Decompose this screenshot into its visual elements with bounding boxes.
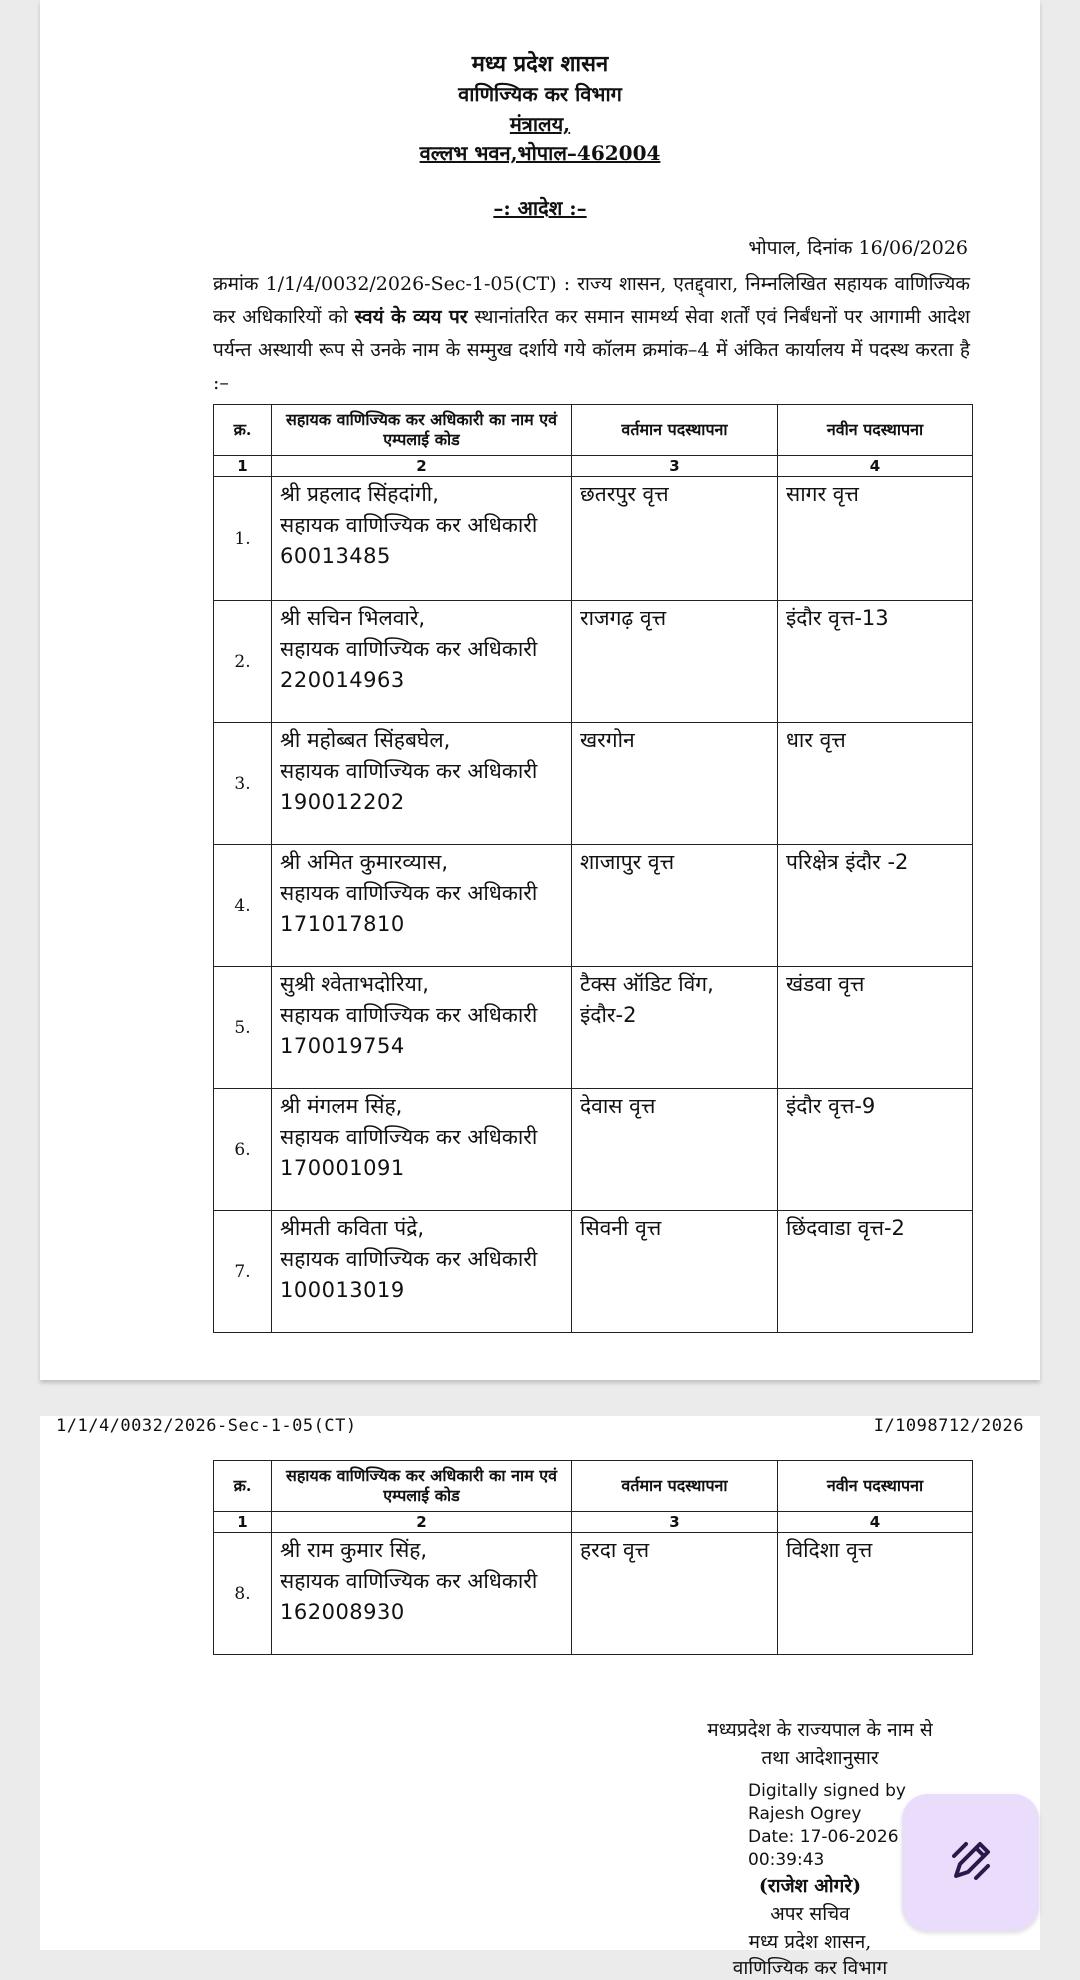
- order-title: –: आदेश :–: [493, 196, 587, 220]
- signatory-department: वाणिज्यिक कर विभाग: [732, 1957, 888, 1979]
- col-number: 1: [214, 1512, 272, 1533]
- new-posting: खंडवा वृत्त: [778, 967, 973, 1089]
- employee-code: 162008930: [280, 1600, 405, 1624]
- column-number-row: [214, 456, 973, 477]
- officer-name: श्री प्रहलाद सिंहदांगी,: [280, 482, 439, 506]
- current-posting: शाजापुर वृत्त: [572, 845, 778, 967]
- officer-cell: [272, 967, 572, 1089]
- header-sn: क्र.: [214, 405, 272, 456]
- officer-designation: सहायक वाणिज्यिक कर अधिकारी: [280, 759, 538, 783]
- table-row: [214, 477, 973, 601]
- table-row: [214, 845, 973, 967]
- officer-designation: सहायक वाणिज्यिक कर अधिकारी: [280, 881, 538, 905]
- serial-number: 5.: [214, 967, 272, 1089]
- new-posting: इंदौर वृत्त-9: [778, 1089, 973, 1211]
- current-posting: देवास वृत्त: [572, 1089, 778, 1211]
- running-header-id: I/1098712/2026: [873, 1416, 1024, 1436]
- signatory-title: अपर सचिव: [770, 1903, 850, 1925]
- col-number: 2: [272, 1512, 572, 1533]
- current-posting: सिवनी वृत्त: [572, 1211, 778, 1333]
- officer-designation: सहायक वाणिज्यिक कर अधिकारी: [280, 1569, 538, 1593]
- order-date: भोपाल, दिनांक 16/06/2026: [748, 237, 968, 259]
- officer-cell: [272, 1533, 572, 1655]
- document-page-2: [40, 1416, 1040, 1979]
- officer-name: श्री राम कुमार सिंह,: [280, 1538, 428, 1562]
- col-number: 3: [572, 1512, 778, 1533]
- document-page-1: [40, 0, 1040, 1380]
- officer-designation: सहायक वाणिज्यिक कर अधिकारी: [280, 1125, 538, 1149]
- serial-number: 1.: [214, 477, 272, 601]
- serial-number: 4.: [214, 845, 272, 967]
- edit-fab-button[interactable]: [902, 1794, 1039, 1931]
- signatory-name: (राजेश ओगरे): [758, 1875, 862, 1897]
- table-header-row: [214, 1461, 973, 1512]
- new-posting: विदिशा वृत्त: [778, 1533, 973, 1655]
- order-paragraph: [213, 268, 970, 400]
- table-header-row: [214, 405, 973, 456]
- officer-name: सुश्री श्वेताभदोरिया,: [280, 972, 429, 996]
- running-header-ref: 1/1/4/0032/2026-Sec-1-05(CT): [56, 1416, 357, 1436]
- col-number: 4: [778, 1512, 973, 1533]
- header-officer: सहायक वाणिज्यिक कर अधिकारी का नाम एवं एम्पलाई कोड: [272, 405, 572, 456]
- new-posting: सागर वृत्त: [778, 477, 973, 601]
- col-number: 4: [778, 456, 973, 477]
- header-current-posting: वर्तमान पदस्थापना: [572, 1461, 778, 1512]
- officer-name: श्री अमित कुमारव्यास,: [280, 850, 449, 874]
- officer-cell: [272, 1089, 572, 1211]
- new-posting: इंदौर वृत्त-13: [778, 601, 973, 723]
- col-number: 3: [572, 456, 778, 477]
- signatory-org: मध्य प्रदेश शासन,: [748, 1931, 872, 1953]
- serial-number: 6.: [214, 1089, 272, 1211]
- officer-designation: सहायक वाणिज्यिक कर अधिकारी: [280, 637, 538, 661]
- serial-number: 7.: [214, 1211, 272, 1333]
- serial-number: 3.: [214, 723, 272, 845]
- column-number-row: [214, 1512, 973, 1533]
- table-row: [214, 601, 973, 723]
- employee-code: 170001091: [280, 1156, 405, 1180]
- employee-code: 100013019: [280, 1278, 405, 1302]
- officer-cell: [272, 845, 572, 967]
- paragraph-text: स्थानांतरित कर समान सामर्थ्य सेवा शर्तों एवं निर्बंधनों पर आगामी आदेश पर्यन्त अस्थायी रूप से उनके नाम के सम्मुख दर्शाये गये कॉलम क्रमांक–4 में अंकित कार्यालय में पदस्थ करता है :–: [213, 306, 970, 394]
- employee-code: 60013485: [280, 544, 391, 568]
- digital-signature-line: Digitally signed by: [748, 1781, 906, 1801]
- transfer-table: [213, 404, 973, 1333]
- header-ministry: मंत्रालय,: [509, 112, 571, 136]
- current-posting: हरदा वृत्त: [572, 1533, 778, 1655]
- employee-code: 220014963: [280, 668, 405, 692]
- digital-signature-line: 00:39:43: [748, 1850, 825, 1870]
- table-row: [214, 1533, 973, 1655]
- header-officer: सहायक वाणिज्यिक कर अधिकारी का नाम एवं एम्पलाई कोड: [272, 1461, 572, 1512]
- current-posting: छतरपुर वृत्त: [572, 477, 778, 601]
- officer-designation: सहायक वाणिज्यिक कर अधिकारी: [280, 513, 538, 537]
- serial-number: 2.: [214, 601, 272, 723]
- officer-name: श्री महोब्बत सिंहबघेल,: [280, 728, 451, 752]
- col-number: 2: [272, 456, 572, 477]
- table-row: [214, 1089, 973, 1211]
- officer-cell: [272, 723, 572, 845]
- new-posting: धार वृत्त: [778, 723, 973, 845]
- employee-code: 170019754: [280, 1034, 405, 1058]
- digital-signature-block: [748, 1780, 906, 1872]
- header-government: मध्य प्रदेश शासन: [471, 51, 609, 77]
- transfer-table-continued: [213, 1460, 973, 1655]
- table-row: [214, 967, 973, 1089]
- officer-designation: सहायक वाणिज्यिक कर अधिकारी: [280, 1003, 538, 1027]
- new-posting: छिंदवाडा वृत्त-2: [778, 1211, 973, 1333]
- col-number: 1: [214, 456, 272, 477]
- header-department: वाणिज्यिक कर विभाग: [458, 82, 622, 106]
- current-posting: टैक्स ऑडिट विंग, इंदौर-2: [572, 967, 778, 1089]
- header-new-posting: नवीन पदस्थापना: [778, 405, 973, 456]
- table-row: [214, 723, 973, 845]
- header-address: वल्लभ भवन,भोपाल–462004: [419, 141, 661, 165]
- serial-number: 8.: [214, 1533, 272, 1655]
- closing-line-1: मध्यप्रदेश के राज्यपाल के नाम से: [707, 1719, 933, 1741]
- employee-code: 171017810: [280, 912, 405, 936]
- table-row: [214, 1211, 973, 1333]
- officer-designation: सहायक वाणिज्यिक कर अधिकारी: [280, 1247, 538, 1271]
- officer-name: श्रीमती कविता पंद्रे,: [280, 1216, 425, 1240]
- current-posting: खरगोन: [572, 723, 778, 845]
- officer-cell: [272, 477, 572, 601]
- header-current-posting: वर्तमान पदस्थापना: [572, 405, 778, 456]
- edit-pen-icon: [946, 1836, 996, 1890]
- employee-code: 190012202: [280, 790, 405, 814]
- officer-cell: [272, 1211, 572, 1333]
- officer-name: श्री सचिन भिलवारे,: [280, 606, 426, 630]
- digital-signature-line: Date: 17-06-2026: [748, 1827, 899, 1847]
- new-posting: परिक्षेत्र इंदौर -2: [778, 845, 973, 967]
- header-sn: क्र.: [214, 1461, 272, 1512]
- paragraph-text: क्रमांक 1/1/4/0032/2026-Sec-1-05(CT) : राज्य शासन, एतद्द्वारा, निम्नलिखित सहायक वाणिज्यिक कर अधिकारियों को: [213, 273, 970, 328]
- closing-line-2: तथा आदेशानुसार: [761, 1747, 879, 1769]
- officer-name: श्री मंगलम सिंह,: [280, 1094, 403, 1118]
- header-new-posting: नवीन पदस्थापना: [778, 1461, 973, 1512]
- paragraph-bold-text: स्वयं के व्यय पर: [354, 306, 468, 328]
- current-posting: राजगढ़ वृत्त: [572, 601, 778, 723]
- digital-signature-line: Rajesh Ogrey: [748, 1804, 862, 1824]
- officer-cell: [272, 601, 572, 723]
